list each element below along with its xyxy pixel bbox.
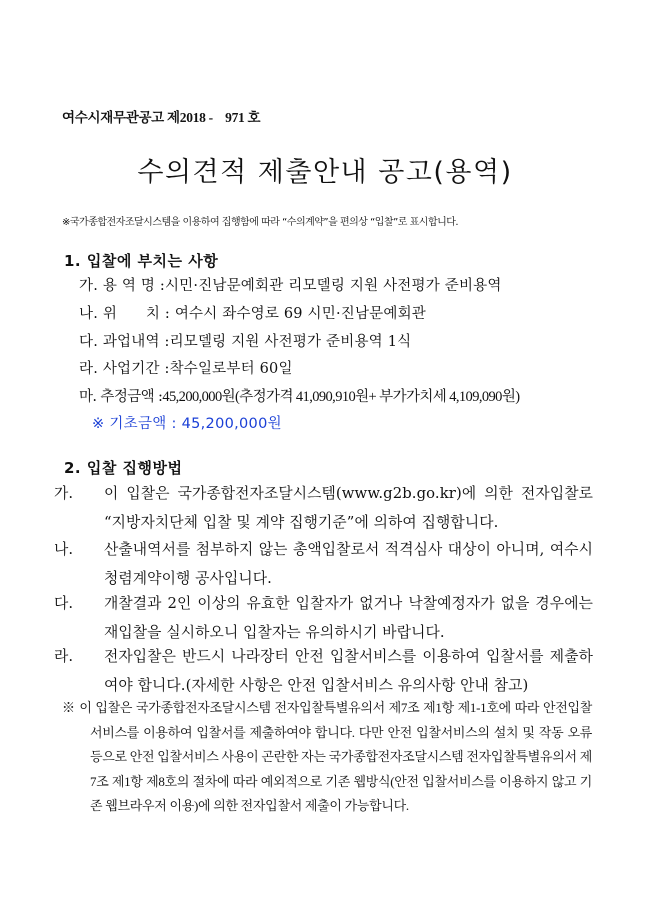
item-value: 리모델링 지원 사전평가 준비용역 1식: [169, 334, 412, 350]
method-item-c: [54, 589, 593, 647]
item-value: 착수일로부터 60일: [169, 361, 293, 377]
method-item-b: [54, 535, 593, 593]
item-label: 마. 추정금액 :: [79, 389, 163, 405]
item-value: 시민·진남문예회관 리모델링 지원 사전평가 준비용역: [164, 278, 502, 294]
item-text: 전자입찰은 반드시 나라장터 안전 입찰서비스를 이용하여 입찰서를 제출하여야 합니다.(자세한 사항은 안전 입찰서비스 유의사항 안내 참고): [104, 648, 593, 694]
item-label: 나. 위 치 :: [79, 306, 175, 322]
item-marker: 가.: [54, 485, 74, 502]
item-text: 개찰결과 2인 이상의 유효한 입찰자가 없거나 낙찰예정자가 없을 경우에는 재입찰을 실시하오니 입찰자는 유의하시기 바랍니다.: [104, 595, 593, 641]
item-marker: 라.: [54, 648, 74, 665]
base-amount: ※ 기초금액 : 45,200,000원: [92, 416, 282, 432]
item-text: 산출내역서를 첨부하지 않는 총액입찰로서 적격심사 대상이 아니며, 여수시청렴계약이행 공사입니다.: [104, 541, 593, 587]
section2-heading: 2. 입찰 집행방법: [64, 459, 183, 477]
remark-note: ※국가종합전자조달시스템을 이용하여 집행함에 따라 “수의계약”을 편의상 “입찰”로 표시합니다.: [62, 217, 459, 228]
page-title: 수의견적 제출안내 공고(용역): [137, 157, 513, 188]
item-marker: 다.: [54, 595, 74, 612]
safe-bidding-note: [62, 696, 592, 819]
method-item-d: [54, 642, 593, 700]
item-service-name: [79, 274, 502, 295]
notice-number: 여수시재무관공고 제2018 - 971 호: [62, 110, 261, 125]
item-value: 45,200,000원(추정가격 41,090,910원+ 부가가치세 4,109,090원): [162, 389, 520, 405]
item-marker: 나.: [54, 541, 74, 558]
item-value: 여수시 좌수영로 69 시민·진남문예회관: [174, 306, 427, 322]
item-estimated-amount: [79, 385, 519, 406]
item-text: 이 입찰은 국가종합전자조달시스템(www.g2b.go.kr)에 의한 전자입찰로 “지방자치단체 입찰 및 계약 집행기준”에 의하여 집행합니다.: [104, 485, 593, 531]
item-project-period: [79, 357, 293, 378]
item-label: 라. 사업기간 :: [79, 361, 170, 377]
method-item-a: [54, 479, 593, 537]
item-task-details: [79, 330, 411, 351]
item-location: [79, 302, 426, 323]
note-text: ※ 이 입찰은 국가종합전자조달시스템 전자입찰특별유의서 제7조 제1항 제1-1호에 따라 안전입찰서비스를 이용하여 입찰서를 제출하여야 합니다. 다만 안전 입찰서비스의 설치 및 작동 오류 등으로 안전 입찰서비스 사용이 곤란한 자는 국가종합전자조달시스템 전자입찰특별유의서 제7조 제1항 제8호의 절차에 따라 예외적으로 기존 웹방식(안전 입찰서비스를 이용하지 않고 기존 웹브라우저 이용)에 의한 전자입찰서 제출이 가능합니다.: [62, 700, 592, 813]
item-label: 가. 용 역 명 :: [79, 278, 165, 294]
item-label: 다. 과업내역 :: [79, 334, 170, 350]
section1-heading: 1. 입찰에 부치는 사항: [64, 252, 219, 270]
